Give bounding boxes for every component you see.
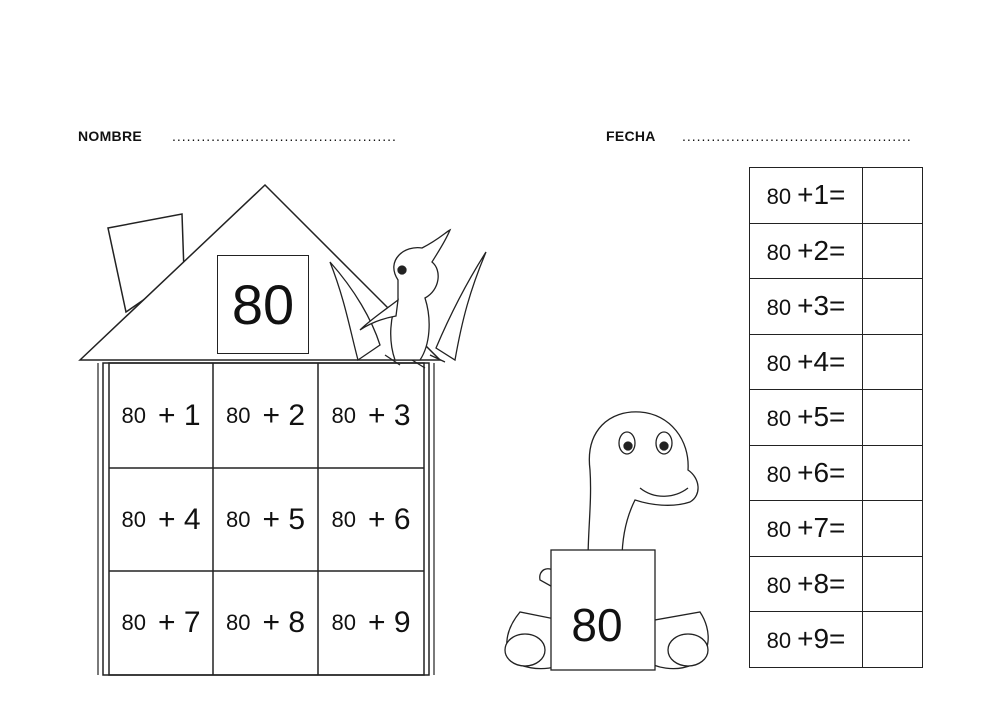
answer-box[interactable] [863, 556, 923, 612]
table-row [750, 334, 923, 390]
expression-cell [750, 279, 863, 335]
expr-base: 80 [766, 461, 792, 487]
expression-cell [750, 556, 863, 612]
expr-op: +9= [797, 623, 846, 655]
dinosaur-sign-number: 80 [571, 599, 623, 651]
house-cell [213, 363, 318, 468]
expression-cell [750, 390, 863, 446]
date-label: FECHA [606, 128, 656, 144]
expr-op: +7= [797, 512, 846, 544]
cell-op: + 6 [367, 502, 411, 536]
expression-cell [750, 612, 863, 668]
answer-box[interactable] [863, 501, 923, 557]
expr-base: 80 [766, 572, 792, 598]
roof-number: 80 [217, 255, 309, 354]
table-row [750, 223, 923, 279]
expr-op: +5= [797, 401, 846, 433]
answer-table [749, 167, 923, 668]
house-cell [318, 571, 424, 675]
cell-op: + 3 [367, 398, 411, 432]
table-row [750, 501, 923, 557]
expression-cell [750, 445, 863, 501]
expr-base: 80 [766, 350, 792, 376]
expression-cell [750, 501, 863, 557]
house-cell [213, 571, 318, 675]
expr-base: 80 [766, 628, 792, 654]
expr-op: +3= [797, 290, 846, 322]
cell-op: + 8 [262, 606, 306, 639]
table-row [750, 612, 923, 668]
table-row [750, 556, 923, 612]
cell-op: + 7 [157, 606, 201, 639]
cell-base: 80 [225, 402, 251, 428]
table-row [750, 279, 923, 335]
expr-base: 80 [766, 406, 792, 432]
date-field[interactable]: ............................................... [682, 128, 912, 144]
expr-base: 80 [766, 239, 792, 265]
answer-box[interactable] [863, 334, 923, 390]
table-row [750, 168, 923, 224]
expr-base: 80 [766, 517, 792, 543]
expr-base: 80 [766, 295, 792, 321]
house-cell [109, 363, 213, 468]
house-cell [109, 571, 213, 675]
cell-op: + 1 [157, 398, 201, 432]
house-cell [109, 468, 213, 571]
expr-op: +4= [797, 345, 846, 377]
expression-cell [750, 334, 863, 390]
answer-box[interactable] [863, 279, 923, 335]
name-label: NOMBRE [78, 128, 143, 144]
answer-box[interactable] [863, 223, 923, 279]
cell-op: + 5 [262, 502, 306, 536]
house-cell [213, 468, 318, 571]
expression-cell [750, 223, 863, 279]
table-row [750, 390, 923, 446]
cell-base: 80 [121, 506, 146, 532]
cell-base: 80 [121, 402, 146, 428]
answer-box[interactable] [863, 612, 923, 668]
expr-op: +1= [797, 179, 846, 211]
expression-cell [750, 168, 863, 224]
answer-box[interactable] [863, 168, 923, 224]
expr-op: +2= [797, 234, 846, 266]
cell-base: 80 [331, 506, 356, 532]
cell-base: 80 [225, 506, 251, 532]
cell-op: + 2 [262, 398, 306, 432]
name-field[interactable]: .............................................. [172, 128, 397, 144]
cell-base: 80 [121, 610, 146, 635]
house-cell [318, 468, 424, 571]
expr-op: +6= [797, 456, 846, 488]
cell-base: 80 [331, 610, 356, 635]
expr-base: 80 [766, 184, 792, 210]
cell-op: + 4 [157, 502, 201, 536]
expr-op: +8= [797, 567, 846, 599]
answer-box[interactable] [863, 445, 923, 501]
table-row [750, 445, 923, 501]
cell-op: + 9 [367, 606, 411, 639]
house-cell [318, 363, 424, 468]
cell-base: 80 [225, 610, 251, 635]
answer-box[interactable] [863, 390, 923, 446]
cell-base: 80 [331, 402, 356, 428]
